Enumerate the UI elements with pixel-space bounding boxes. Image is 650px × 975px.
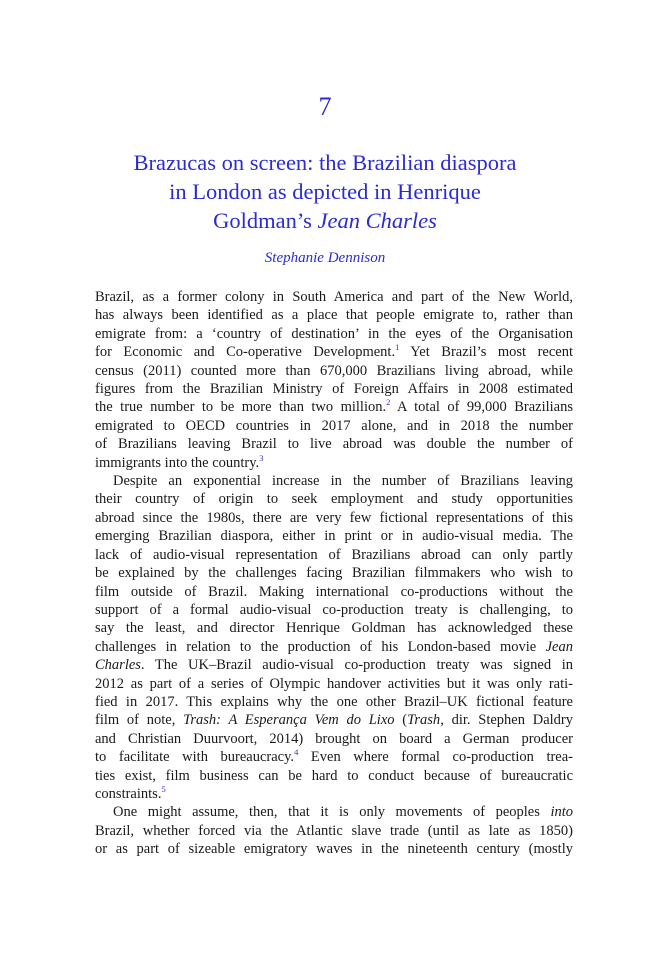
text-line [95,380,573,398]
text-run: Brazil, whether forced via the Atlantic slave trade (until as late as 1850) [95,822,573,839]
text-line [95,619,573,637]
italic-title: Jean [545,638,573,655]
text-line [95,693,573,711]
text-run: say the least, and director Henrique Goldman has acknowledged these [95,620,573,637]
text-run: their country of origin to seek employment and study opportunities [95,491,573,508]
text-run: 2012 as part of a series of Olympic handover activities but it was only rati- [95,675,573,692]
footnote-ref[interactable]: 4 [294,747,299,758]
text-line [95,306,573,324]
text-line [95,509,573,527]
italic-title: Trash [407,712,441,729]
text-line [95,785,573,803]
text-line [95,601,573,619]
body-paragraph [95,472,573,803]
text-line [95,472,573,490]
text-run: lack of audio-visual representation of Brazilians abroad can only partly [95,546,573,563]
text-line [95,454,573,472]
text-run: A total of 99,000 Brazilians [390,399,573,416]
text-line [95,638,573,656]
italic-title: Trash: A Esperança Vem do Lixo [183,712,395,729]
text-run: . The UK–Brazil audio-visual co-production treaty was signed in [140,657,573,674]
text-run: Brazil, as a former colony in South America and part of the New World, [95,289,573,305]
text-line [95,803,573,821]
chapter-title-line [60,206,590,235]
chapter-title-film-name: Jean Charles [317,208,437,233]
text-run: One might assume, then, that it is only movements of peoples [113,804,551,821]
chapter-title [60,148,590,235]
footnote-ref[interactable]: 1 [395,342,400,353]
text-run: support of a formal audio-visual co-production treaty is challenging, to [95,601,573,618]
text-run: fied in 2017. This explains why the one other Brazil–UK fictional feature [95,693,573,710]
text-run: has always been identified as a place that people emigrate to, rather than [95,307,573,324]
text-line [95,583,573,601]
text-line [95,730,573,748]
footnote-ref[interactable]: 3 [259,452,264,463]
text-run: Despite an exponential increase in the number of Brazilians leaving [113,473,573,490]
chapter-title-text: Goldman’s [213,208,318,233]
text-run: ( [394,712,408,729]
text-line [95,288,573,306]
text-line [95,822,573,840]
text-line [95,546,573,564]
text-line [95,417,573,435]
text-line [95,435,573,453]
chapter-author: Stephanie Dennison [264,250,386,266]
italic-title: Charles [95,657,141,674]
text-run: film outside of Brazil. Making international co-productions without the [95,583,573,600]
text-line [95,656,573,674]
text-run: or as part of sizeable emigratory waves in the nineteenth century (mostly [95,841,573,858]
text-run: figures from the Brazilian Ministry of Foreign Affairs in 2008 estimated [95,381,573,398]
chapter-body [95,288,573,859]
text-run: challenges in relation to the production of his London-based movie [95,638,546,655]
text-line [95,840,573,858]
text-line [95,675,573,693]
italic-title: into [550,804,573,821]
text-run: immigrants into the country. [95,454,260,471]
text-run: the true number to be more than two million. [95,399,387,416]
text-run: and Christian Duurvoort, 2014) brought on board a German producer [95,730,573,747]
text-line [95,711,573,729]
text-run: to facilitate with bureaucracy. [95,749,295,766]
text-run: , dir. Stephen Daldry [440,712,573,729]
text-run: be explained by the challenges facing Brazilian filmmakers who wish to [95,565,573,582]
text-run: for Economic and Co-operative Development. [95,344,396,361]
body-paragraph [95,803,573,858]
text-line [95,343,573,361]
text-line [95,398,573,416]
text-line [95,767,573,785]
text-run: Yet Brazil’s most recent [399,344,573,361]
text-run: film of note, [95,712,184,729]
text-run: emigrate from: a ‘country of destination’ in the eyes of the Organisation [95,325,573,342]
text-run: of Brazilians leaving Brazil to live abroad was double the number of [95,436,573,453]
text-run: Even where formal co-production trea- [298,749,574,766]
body-paragraph [95,288,573,472]
text-line [95,362,573,380]
text-line [95,527,573,545]
text-run: emerging Brazilian diaspora, either in print or in audio-visual media. The [95,528,573,545]
text-line [95,748,573,766]
text-run: census (2011) counted more than 670,000 Brazilians living abroad, while [95,362,573,379]
chapter-number: 7 [318,92,332,121]
chapter-title-line: in London as depicted in Henrique [169,179,481,204]
text-run: constraints. [95,785,162,802]
text-line [95,490,573,508]
text-run: ties exist, film business can be hard to conduct because of bureaucratic [95,767,573,784]
text-run: abroad since the 1980s, there are very few fictional representations of this [95,509,573,526]
footnote-ref[interactable]: 2 [386,397,391,408]
text-line [95,325,573,343]
chapter-title-line: Brazucas on screen: the Brazilian diaspora [133,150,517,175]
text-line [95,564,573,582]
text-run: emigrated to OECD countries in 2017 alone, and in 2018 the number [95,417,573,434]
footnote-ref[interactable]: 5 [161,783,166,794]
